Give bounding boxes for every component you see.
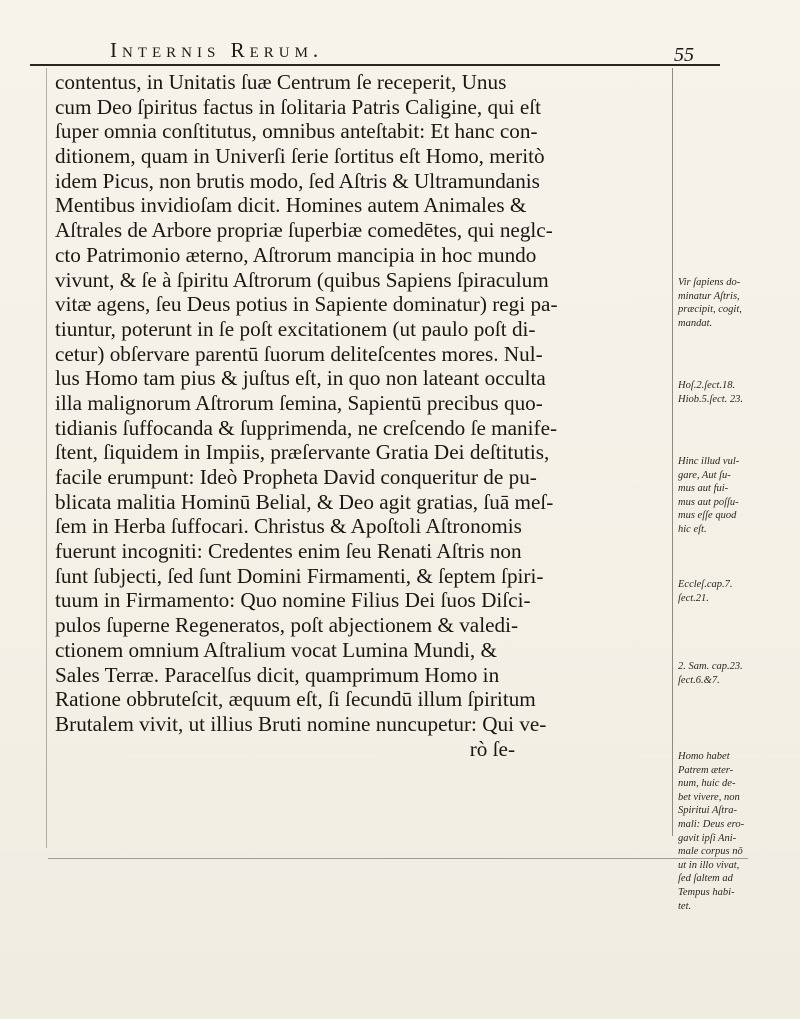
margin-note-line: mus eſſe quod [678, 510, 737, 522]
text-line: vivunt, & ſe à ſpiritu Aſtrorum (quibus Sapiens ſpiraculum [55, 267, 549, 292]
text-line: vitæ agens, ſeu Deus potius in Sapiente dominatur) regi pa- [55, 292, 558, 317]
text-line: ſuper omnia conſtitutus, omnibus anteſtabit: Et hanc con- [55, 119, 538, 144]
text-line: lus Homo tam pius & juſtus eſt, in quo non lateant occulta [55, 366, 546, 391]
margin-note-line: gavit ipſi Ani- [678, 832, 737, 844]
margin-note-line: Spiritui Aſtra- [678, 805, 738, 817]
text-line: Aſtrales de Arbore propriæ ſuperbiæ comedētes, qui neglc- [55, 218, 553, 243]
margin-note-line: hic eſt. [678, 523, 707, 535]
left-column-rule [46, 68, 47, 848]
margin-note-line: mus aut poſſu- [678, 496, 739, 508]
margin-note-line: num, huic de- [678, 778, 736, 790]
running-head: Internis Rerum. [110, 38, 324, 62]
margin-note-line: bet vivere, non [678, 791, 740, 803]
margin-note-line: Vir ſapiens do- [678, 277, 741, 288]
margin-note [678, 578, 778, 605]
margin-note-line: ſed ſaltem ad [678, 873, 733, 885]
text-line: tuum in Firmamento: Quo nomine Filius Dei ſuos Diſci- [55, 588, 531, 613]
text-line: rò ſe- [469, 736, 515, 761]
page-number: 55 [674, 44, 694, 66]
text-line: Ratione obbruteſcit, æquum eſt, ſi ſecundū illum ſpiritum [55, 687, 536, 712]
margin-note-line: Eccleſ.cap.7. [678, 579, 733, 590]
margin-note-line: Tempus habi- [678, 886, 735, 898]
margin-note-line: Patrem æter- [678, 764, 734, 776]
margin-note-line: Hoſ.2.ſect.18. [678, 380, 736, 391]
text-line: cum Deo ſpiritus factus in ſolitaria Patris Caligine, qui eſt [55, 94, 542, 119]
text-line: cto Patrimonio æterno, Aſtrorum mancipia in hoc mundo [55, 242, 537, 267]
text-line: ditionem, quam in Univerſi ſerie ſortitus eſt Homo, meritò [55, 144, 545, 169]
bottom-rule [48, 858, 748, 859]
margin-note [678, 455, 778, 537]
margin-note-line: ſect.6.&7. [678, 674, 720, 686]
margin-note-line: ſect.21. [678, 592, 709, 604]
margin-note-line: mali: Deus ero- [678, 818, 745, 830]
text-line: fuerunt incogniti: Credentes enim ſeu Renati Aſtris non [55, 539, 522, 564]
text-line: Mentibus invidioſam dicit. Homines autem Animales & [55, 193, 527, 218]
margin-note-line: male corpus nō [678, 846, 743, 858]
text-line: ctionem omnium Aſtralium vocat Lumina Mundi, & [55, 637, 497, 662]
margin-note-line: Homo habet [678, 751, 730, 762]
margin-note-line: gare, Aut ſu- [678, 469, 731, 481]
margin-note-line: mus aut fui- [678, 483, 729, 495]
margin-note [678, 660, 778, 687]
text-line: Sales Terræ. Paracelſus dicit, quamprimum Homo in [55, 662, 500, 687]
margin-note [678, 750, 778, 913]
margin-note-line: Hinc illud vul- [678, 456, 740, 467]
margin-note-line: mandat. [678, 317, 713, 329]
margin-note-line: tet. [678, 900, 692, 912]
text-line: Brutalem vivit, ut illius Bruti nomine nuncupetur: Qui ve- [55, 711, 547, 736]
text-line: ſem in Herba ſuffocari. Christus & Apoſtoli Aſtronomis [55, 514, 522, 539]
margin-note-line: 2. Sam. cap.23. [678, 661, 743, 672]
text-line: idem Picus, non brutis modo, ſed Aſtris & Ultramundanis [55, 168, 540, 193]
text-line: contentus, in Unitatis ſuæ Centrum ſe receperit, Unus [55, 70, 507, 94]
main-text-column [55, 70, 665, 761]
margin-note [678, 379, 778, 406]
margin-note [678, 276, 778, 330]
text-line: ſtent, ſiquidem in Impiis, præſervante Gratia Dei deſtitutis, [55, 440, 550, 465]
text-line: cetur) obſervare parentū ſuorum deliteſcentes mores. Nul- [55, 341, 543, 366]
text-line: tiuntur, poterunt in ſe poſt excitationem (ut paulo poſt di- [55, 316, 536, 341]
page-header [30, 34, 720, 66]
text-line: illa malignorum Aſtrorum ſemina, Sapientū precibus quo- [55, 390, 543, 415]
margin-column-rule [672, 68, 673, 836]
margin-note-line: ut in illo vivat, [678, 859, 740, 871]
margin-note-line: præcipit, cogit, [678, 304, 742, 316]
margin-note-line: minatur Aſtris, [678, 290, 740, 302]
text-line: tidianis ſuffocanda & ſupprimenda, ne creſcendo ſe manife- [55, 415, 558, 440]
text-line: pulos ſuperne Regeneratos, poſt abjectionem & valedi- [55, 613, 519, 638]
margin-note-line: Hiob.5.ſect. 23. [678, 393, 744, 405]
text-line: ſunt ſubjecti, ſed ſunt Domini Firmamenti, & ſeptem ſpiri- [55, 563, 544, 588]
text-line: facile erumpunt: Ideò Propheta David conqueritur de pu- [55, 465, 537, 489]
text-line: blicata malitia Hominū Belial, & Deo agit gratias, ſuā meſ- [55, 489, 554, 514]
